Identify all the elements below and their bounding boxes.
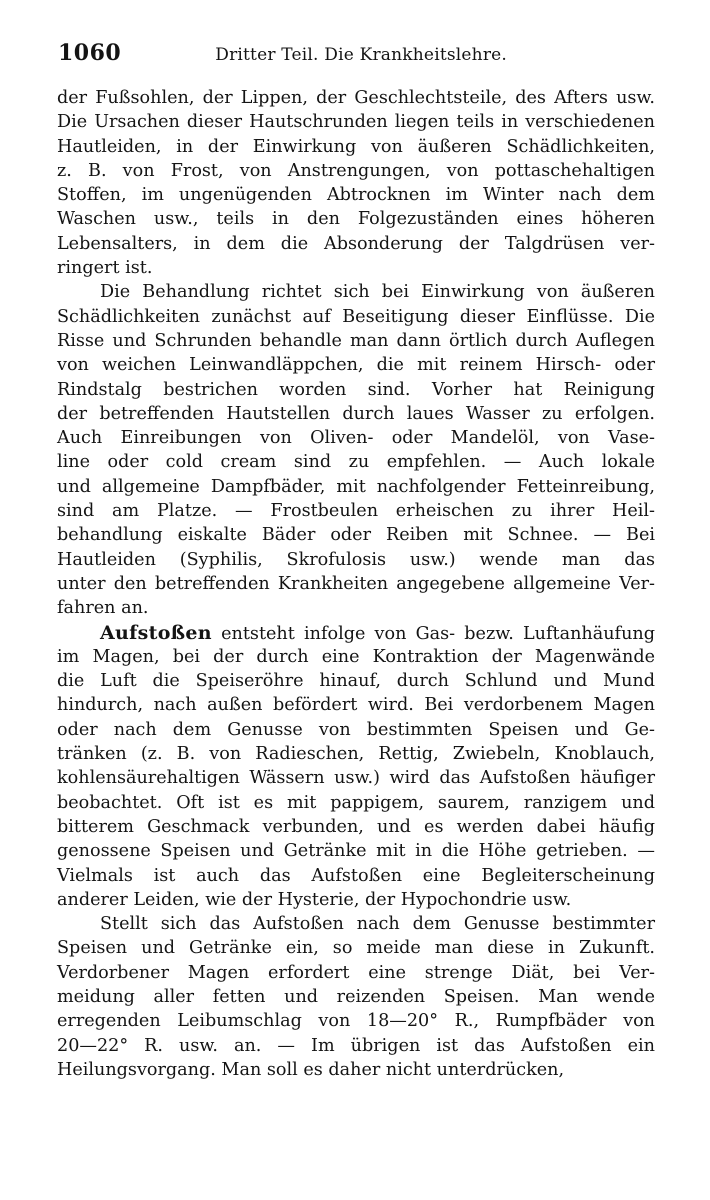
text-line: z. B. von Frost, von Anstrengungen, von pottaschehaltigen [57,160,655,181]
text-line: ringert ist. [57,258,153,279]
text-line: Risse und Schrunden behandle man dann örtlich durch Auflegen [57,330,655,351]
text-line: anderer Leiden, wie der Hysterie, der Hypochondrie usw. [57,889,572,910]
text-line: hindurch, nach außen befördert wird. Bei verdorbenem Magen [57,695,655,716]
text-line: line oder cold cream sind zu empfehlen. — Auch lokale [57,452,655,473]
text-line: Vielmals ist auch das Aufstoßen eine Begleiterscheinung [57,865,655,886]
body-text [57,86,655,1082]
text-line: fahren an. [57,598,149,619]
text-line: unter den betreffenden Krankheiten angegebene allgemeine Ver- [57,573,655,594]
text-line: Stellt sich das Aufstoßen nach dem Genusse bestimmter [100,914,655,935]
text-line: Hautleiden, in der Einwirkung von äußeren Schädlichkeiten, [57,136,655,157]
text-line: Lebensalters, in dem die Absonderung der Talgdrüsen ver- [57,233,655,254]
paragraph [57,280,655,620]
text-line: und allgemeine Dampfbäder, mit nachfolgender Fetteinreibung, [57,476,655,497]
text-line: genossene Speisen und Getränke mit in die Höhe getrieben. — [57,841,655,862]
text-line: Schädlichkeiten zunächst auf Beseitigung dieser Einflüsse. Die [57,306,655,327]
text-line: Heilungsvorgang. Man soll es daher nicht unterdrücken, [57,1059,565,1080]
paragraph [57,912,655,1082]
text-line: Die Ursachen dieser Hautschrunden liegen teils in verschiedenen [57,112,655,133]
text-line: erregenden Leibumschlag von 18—20° R., Rumpfbäder von [57,1011,655,1032]
text-line: kohlensäurehaltigen Wässern usw.) wird das Aufstoßen häufiger [57,768,655,789]
text-line: Waschen usw., teils in den Folgezuständen eines höheren [57,209,655,230]
paragraph-keyword: Aufstoßen [100,621,212,644]
text-line: Stoffen, im ungenügenden Abtrocknen im Winter nach dem [57,185,655,206]
text-line-content: entsteht infolge von Gas- bezw. Luftanhäufung [211,623,655,644]
text-line: oder nach dem Genusse von bestimmten Speisen und Ge- [57,719,655,740]
text-line: Rindstalg bestrichen worden sind. Vorher hat Reinigung [57,379,655,400]
text-line: meidung aller fetten und reizenden Speisen. Man wende [57,986,655,1007]
paragraph [57,86,655,280]
text-line: die Luft die Speiseröhre hinauf, durch Schlund und Mund [57,671,655,692]
text-line: Verdorbener Magen erfordert eine strenge Diät, bei Ver- [57,962,655,983]
text-line: tränken (z. B. von Radieschen, Rettig, Zwiebeln, Knoblauch, [57,744,655,765]
running-head: Dritter Teil. Die Krankheitslehre. [215,45,508,65]
text-line: Speisen und Getränke ein, so meide man diese in Zukunft. [57,938,655,959]
text-line: 20—22° R. usw. an. — Im übrigen ist das Aufstoßen ein [57,1035,655,1056]
text-line [57,621,655,645]
text-line: im Magen, bei der durch eine Kontraktion der Magenwände [57,646,655,667]
paragraph [57,621,655,913]
text-line: behandlung eiskalte Bäder oder Reiben mit Schnee. — Bei [57,525,655,546]
page-number: 1060 [58,40,122,66]
page-header [58,40,652,72]
text-line: bitterem Geschmack verbunden, und es werden dabei häufig [57,816,655,837]
text-line: sind am Platze. — Frostbeulen erheischen zu ihrer Heil- [57,501,655,522]
text-line: Die Behandlung richtet sich bei Einwirkung von äußeren [100,282,655,303]
text-line: der Fußsohlen, der Lippen, der Geschlechtsteile, des Afters usw. [57,88,655,108]
text-line: beobachtet. Oft ist es mit pappigem, saurem, ranzigem und [57,792,655,813]
text-line: Hautleiden (Syphilis, Skrofulosis usw.) wende man das [57,549,655,570]
text-line: von weichen Leinwandläppchen, die mit reinem Hirsch- oder [57,355,655,376]
text-line: Auch Einreibungen von Oliven- oder Mandelöl, von Vase- [57,428,655,449]
text-line: der betreffenden Hautstellen durch laues Wasser zu erfolgen. [57,403,655,424]
